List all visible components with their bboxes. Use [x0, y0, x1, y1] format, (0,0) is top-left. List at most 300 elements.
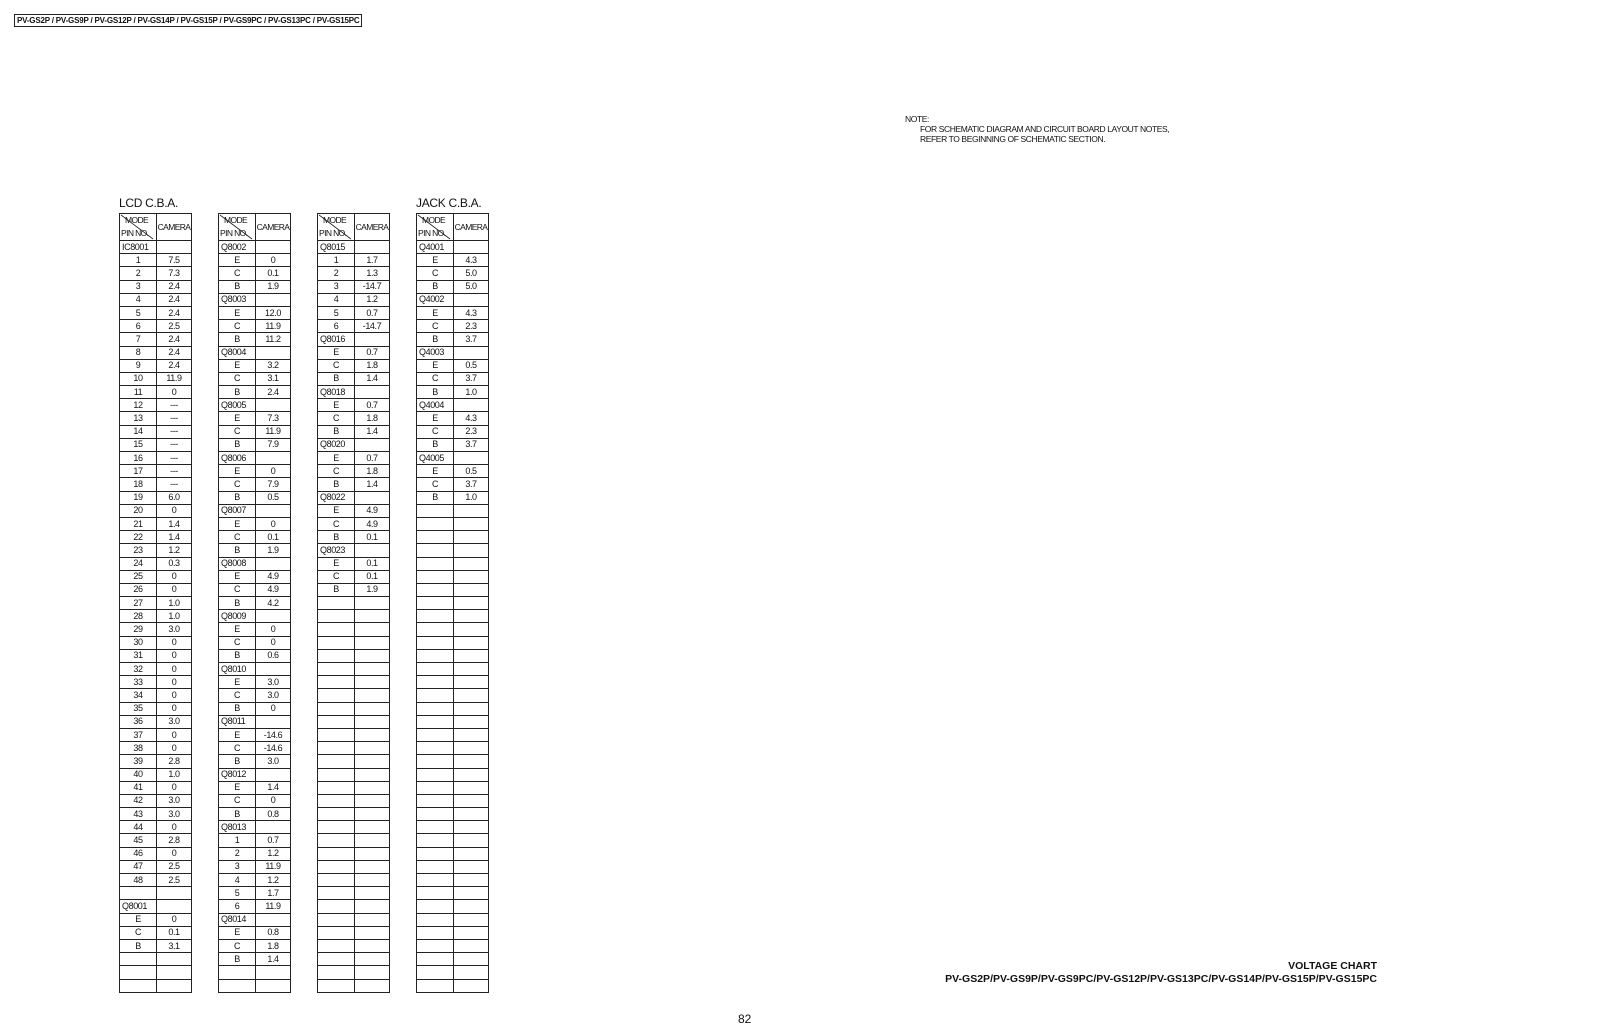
table-row — [219, 702, 291, 715]
table-row — [120, 583, 192, 596]
table-row — [318, 504, 390, 517]
voltage-cell: 1.0 — [157, 597, 192, 610]
table-row — [120, 781, 192, 794]
table-row — [417, 478, 489, 491]
empty-cell — [417, 926, 454, 939]
table-row — [318, 399, 390, 412]
table-row — [318, 821, 390, 834]
pin-cell: 47 — [120, 860, 157, 873]
empty-cell — [355, 794, 390, 807]
table-row — [417, 359, 489, 372]
pin-cell: 30 — [120, 636, 157, 649]
table-row — [417, 504, 489, 517]
pin-cell: 37 — [120, 728, 157, 741]
voltage-cell: 4.9 — [355, 517, 390, 530]
table-row — [219, 794, 291, 807]
empty-cell — [454, 794, 489, 807]
pin-cell: 22 — [120, 531, 157, 544]
voltage-cell: 1.0 — [157, 610, 192, 623]
table-row — [318, 623, 390, 636]
empty-cell — [454, 663, 489, 676]
voltage-cell: 3.0 — [256, 676, 291, 689]
table-row — [318, 359, 390, 372]
camera-header: CAMERA — [454, 214, 489, 241]
pin-cell: C — [219, 583, 256, 596]
table-row — [318, 742, 390, 755]
empty-cell — [454, 808, 489, 821]
table-row — [120, 320, 192, 333]
table-row — [417, 966, 489, 979]
empty-cell — [454, 517, 489, 530]
empty-cell — [355, 676, 390, 689]
empty-cell — [355, 702, 390, 715]
table-row — [219, 438, 291, 451]
table-row — [318, 254, 390, 267]
table-row — [219, 280, 291, 293]
part-label: Q8018 — [318, 386, 355, 399]
voltage-cell: 1.2 — [256, 874, 291, 887]
table-row — [120, 306, 192, 319]
voltage-cell: 4.3 — [454, 254, 489, 267]
table-row — [219, 715, 291, 728]
pin-cell: C — [417, 478, 454, 491]
pin-cell: 2 — [120, 267, 157, 280]
pin-cell: 13 — [120, 412, 157, 425]
empty-cell — [454, 860, 489, 873]
pin-cell: 40 — [120, 768, 157, 781]
table-row — [219, 241, 291, 254]
pin-cell: B — [219, 953, 256, 966]
empty-cell — [417, 663, 454, 676]
voltage-cell: 3.0 — [157, 715, 192, 728]
pin-cell: 33 — [120, 676, 157, 689]
part-label: Q8003 — [219, 293, 256, 306]
table-row — [318, 610, 390, 623]
part-label: Q8006 — [219, 452, 256, 465]
pin-cell: C — [417, 267, 454, 280]
pin-cell: 5 — [219, 887, 256, 900]
pin-cell: 1 — [120, 254, 157, 267]
part-label: Q8002 — [219, 241, 256, 254]
part-label: Q8014 — [219, 913, 256, 926]
empty-cell — [417, 676, 454, 689]
table-row — [219, 755, 291, 768]
table-row — [219, 979, 291, 992]
footer-models: PV-GS2P/PV-GS9P/PV-GS9PC/PV-GS12P/PV-GS13PC/PV-GS14P/PV-GS15P/PV-GS15PC — [945, 973, 1377, 985]
empty-cell — [355, 623, 390, 636]
empty-cell — [454, 702, 489, 715]
table-row — [219, 808, 291, 821]
pin-cell: 10 — [120, 372, 157, 385]
voltage-cell: -14.7 — [355, 280, 390, 293]
voltage-cell: 0 — [157, 583, 192, 596]
table-row — [318, 531, 390, 544]
empty-cell — [318, 834, 355, 847]
empty-cell — [355, 689, 390, 702]
table-row — [120, 399, 192, 412]
table-row — [318, 887, 390, 900]
table-row — [417, 715, 489, 728]
table-row — [219, 478, 291, 491]
voltage-cell: 0 — [157, 728, 192, 741]
voltage-cell: 0 — [157, 913, 192, 926]
empty-cell — [355, 979, 390, 992]
voltage-cell: 3.7 — [454, 372, 489, 385]
pin-cell: 38 — [120, 742, 157, 755]
voltage-cell — [256, 241, 291, 254]
table-row — [120, 517, 192, 530]
voltage-cell — [454, 241, 489, 254]
empty-cell — [417, 610, 454, 623]
table-row — [417, 293, 489, 306]
empty-cell — [120, 966, 157, 979]
pin-cell: 46 — [120, 847, 157, 860]
pin-cell: 28 — [120, 610, 157, 623]
voltage-cell: 1.0 — [454, 386, 489, 399]
empty-cell — [318, 663, 355, 676]
table-row — [120, 676, 192, 689]
pin-cell: 4 — [120, 293, 157, 306]
voltage-cell: 4.9 — [256, 583, 291, 596]
table-row — [219, 742, 291, 755]
pin-cell: C — [318, 465, 355, 478]
pin-cell — [120, 953, 157, 966]
empty-cell — [318, 794, 355, 807]
voltage-cell: 2.5 — [157, 874, 192, 887]
table-row — [417, 794, 489, 807]
table-row — [417, 399, 489, 412]
table-row — [219, 267, 291, 280]
empty-cell — [318, 597, 355, 610]
voltage-cell: 1.2 — [256, 847, 291, 860]
voltage-cell: 1.9 — [256, 544, 291, 557]
voltage-cell: 3.0 — [256, 755, 291, 768]
empty-cell — [318, 808, 355, 821]
empty-cell — [417, 874, 454, 887]
empty-cell — [318, 821, 355, 834]
voltage-cell: 0 — [157, 570, 192, 583]
empty-cell — [219, 979, 256, 992]
voltage-cell: 0.5 — [454, 359, 489, 372]
empty-cell — [417, 623, 454, 636]
table-row — [219, 372, 291, 385]
table-row — [219, 781, 291, 794]
table-row — [417, 280, 489, 293]
table-row — [219, 966, 291, 979]
table-row — [318, 676, 390, 689]
table-row — [417, 847, 489, 860]
empty-cell — [417, 794, 454, 807]
empty-cell — [417, 781, 454, 794]
empty-cell — [355, 926, 390, 939]
empty-cell — [454, 728, 489, 741]
voltage-cell: 1.4 — [256, 781, 291, 794]
pin-header-label: PIN NO. — [418, 228, 446, 238]
empty-cell — [417, 504, 454, 517]
voltage-cell: 7.3 — [256, 412, 291, 425]
empty-cell — [454, 715, 489, 728]
empty-cell — [454, 913, 489, 926]
pin-cell: 8 — [120, 346, 157, 359]
empty-cell — [157, 979, 192, 992]
empty-cell — [355, 887, 390, 900]
empty-cell — [417, 808, 454, 821]
table-row — [219, 557, 291, 570]
table-row — [219, 728, 291, 741]
empty-cell — [417, 953, 454, 966]
table-row — [417, 267, 489, 280]
table-row — [318, 320, 390, 333]
empty-cell — [318, 649, 355, 662]
table-row — [120, 544, 192, 557]
table-row — [120, 966, 192, 979]
voltage-cell: 1.8 — [355, 359, 390, 372]
voltage-chart-title: VOLTAGE CHART — [1288, 960, 1377, 972]
pin-cell: C — [219, 320, 256, 333]
pin-cell: E — [219, 254, 256, 267]
voltage-cell: -14.6 — [256, 728, 291, 741]
pin-cell: E — [219, 728, 256, 741]
pin-cell: 5 — [120, 306, 157, 319]
voltage-cell: 0 — [157, 636, 192, 649]
voltage-cell — [256, 663, 291, 676]
empty-cell — [355, 847, 390, 860]
empty-cell — [355, 768, 390, 781]
table-row — [120, 689, 192, 702]
voltage-cell: 1.4 — [256, 953, 291, 966]
table-row — [318, 768, 390, 781]
empty-cell — [355, 715, 390, 728]
voltage-cell: --- — [157, 399, 192, 412]
pin-cell: 35 — [120, 702, 157, 715]
table-row — [417, 254, 489, 267]
table-row — [219, 821, 291, 834]
pin-cell: E — [219, 676, 256, 689]
table-row — [120, 254, 192, 267]
voltage-cell: 2.4 — [157, 306, 192, 319]
empty-cell — [318, 847, 355, 860]
pin-cell: C — [318, 412, 355, 425]
table-row — [120, 926, 192, 939]
table-row — [219, 900, 291, 913]
table-row — [219, 834, 291, 847]
voltage-cell: 2.3 — [454, 320, 489, 333]
empty-cell — [318, 676, 355, 689]
empty-cell — [417, 570, 454, 583]
table-row — [417, 676, 489, 689]
pin-cell: E — [219, 926, 256, 939]
voltage-cell: 0.5 — [454, 465, 489, 478]
pin-cell: 19 — [120, 491, 157, 504]
note-line-2: REFER TO BEGINNING OF SCHEMATIC SECTION. — [920, 134, 1106, 144]
voltage-cell — [355, 333, 390, 346]
voltage-cell: 11.9 — [256, 425, 291, 438]
table-row — [417, 900, 489, 913]
table-row — [120, 847, 192, 860]
pin-cell: E — [219, 412, 256, 425]
empty-cell — [454, 557, 489, 570]
empty-cell — [417, 544, 454, 557]
voltage-cell: 0.1 — [256, 267, 291, 280]
table-row — [417, 860, 489, 873]
table-row — [417, 333, 489, 346]
empty-cell — [417, 742, 454, 755]
pin-cell: 4 — [318, 293, 355, 306]
voltage-table-lcd-3 — [317, 213, 390, 993]
pin-cell: E — [219, 570, 256, 583]
empty-cell — [417, 900, 454, 913]
pin-cell: B — [219, 544, 256, 557]
voltage-cell: 2.4 — [157, 280, 192, 293]
voltage-cell: 1.9 — [256, 280, 291, 293]
table-row — [219, 412, 291, 425]
part-label: Q8011 — [219, 715, 256, 728]
pin-cell: 2 — [318, 267, 355, 280]
empty-cell — [417, 768, 454, 781]
table-row — [219, 517, 291, 530]
voltage-cell: 4.9 — [256, 570, 291, 583]
voltage-cell: 1.2 — [157, 544, 192, 557]
table-row — [318, 913, 390, 926]
voltage-cell: 11.2 — [256, 333, 291, 346]
voltage-cell: 2.8 — [157, 834, 192, 847]
table-row — [219, 544, 291, 557]
empty-cell — [157, 966, 192, 979]
empty-cell — [417, 597, 454, 610]
empty-cell — [355, 597, 390, 610]
voltage-cell — [454, 452, 489, 465]
voltage-cell — [157, 900, 192, 913]
empty-cell — [417, 636, 454, 649]
empty-cell — [454, 583, 489, 596]
table-row — [318, 702, 390, 715]
voltage-cell: 1.8 — [355, 465, 390, 478]
pin-cell: E — [318, 452, 355, 465]
table-row — [318, 728, 390, 741]
table-row — [219, 623, 291, 636]
table-row — [318, 333, 390, 346]
table-row — [219, 504, 291, 517]
empty-cell — [454, 742, 489, 755]
voltage-cell: 0 — [157, 676, 192, 689]
table-row — [219, 953, 291, 966]
pin-cell: 48 — [120, 874, 157, 887]
table-row — [318, 636, 390, 649]
table-row — [219, 320, 291, 333]
empty-cell — [417, 939, 454, 952]
empty-cell — [355, 755, 390, 768]
table-row — [318, 438, 390, 451]
empty-cell — [318, 913, 355, 926]
voltage-cell: 0.7 — [355, 306, 390, 319]
part-label: Q8023 — [318, 544, 355, 557]
table-row — [219, 333, 291, 346]
pin-cell: C — [219, 636, 256, 649]
voltage-cell: 0 — [157, 742, 192, 755]
pin-header-label: PIN NO. — [121, 228, 149, 238]
model-header: PV-GS2P / PV-GS9P / PV-GS12P / PV-GS14P / PV-GS15P / PV-GS9PC / PV-GS13PC / PV-GS15PC — [14, 14, 362, 27]
pin-cell: C — [219, 742, 256, 755]
voltage-cell: 4.3 — [454, 306, 489, 319]
table-row — [219, 359, 291, 372]
pin-cell: 45 — [120, 834, 157, 847]
pin-cell: E — [417, 465, 454, 478]
pin-cell: B — [417, 333, 454, 346]
table-row — [417, 874, 489, 887]
empty-cell — [417, 887, 454, 900]
empty-cell — [417, 834, 454, 847]
section-title-jack: JACK C.B.A. — [416, 196, 482, 210]
voltage-cell: 5.0 — [454, 267, 489, 280]
empty-cell — [318, 623, 355, 636]
voltage-cell — [454, 399, 489, 412]
table-row — [219, 610, 291, 623]
empty-cell — [454, 953, 489, 966]
voltage-cell — [256, 610, 291, 623]
pin-cell: 23 — [120, 544, 157, 557]
pin-cell: 42 — [120, 794, 157, 807]
mode-pin-header — [417, 214, 454, 241]
table-row — [417, 768, 489, 781]
table-row — [417, 702, 489, 715]
pin-cell: B — [219, 386, 256, 399]
empty-cell — [318, 874, 355, 887]
voltage-cell: 2.4 — [157, 346, 192, 359]
pin-cell: 4 — [219, 874, 256, 887]
voltage-cell: 0 — [157, 702, 192, 715]
empty-cell — [454, 834, 489, 847]
pin-cell: 12 — [120, 399, 157, 412]
part-label: Q8010 — [219, 663, 256, 676]
table-header-row — [417, 214, 489, 241]
voltage-cell: 1.7 — [256, 887, 291, 900]
voltage-cell: 4.9 — [355, 504, 390, 517]
table-row — [120, 636, 192, 649]
pin-cell: 25 — [120, 570, 157, 583]
pin-cell: 18 — [120, 478, 157, 491]
voltage-cell: 0 — [256, 702, 291, 715]
empty-cell — [318, 887, 355, 900]
table-row — [219, 465, 291, 478]
table-row — [417, 834, 489, 847]
part-label: Q8004 — [219, 346, 256, 359]
voltage-cell: 1.3 — [355, 267, 390, 280]
part-label: Q4003 — [417, 346, 454, 359]
pin-cell: B — [219, 755, 256, 768]
voltage-cell: 0 — [157, 821, 192, 834]
empty-cell — [355, 636, 390, 649]
table-row — [417, 728, 489, 741]
empty-cell — [454, 926, 489, 939]
part-label: Q8020 — [318, 438, 355, 451]
pin-cell: B — [417, 491, 454, 504]
voltage-cell — [256, 715, 291, 728]
table-row — [417, 597, 489, 610]
table-row — [417, 689, 489, 702]
table-row — [120, 821, 192, 834]
empty-cell — [417, 847, 454, 860]
empty-cell — [355, 610, 390, 623]
camera-header: CAMERA — [157, 214, 192, 241]
voltage-table-lcd-2 — [218, 213, 291, 993]
voltage-cell: --- — [157, 438, 192, 451]
empty-cell — [355, 966, 390, 979]
voltage-cell: 1.4 — [355, 478, 390, 491]
voltage-cell: 1.4 — [157, 531, 192, 544]
voltage-cell — [454, 346, 489, 359]
voltage-cell — [256, 452, 291, 465]
voltage-cell: 11.9 — [256, 900, 291, 913]
